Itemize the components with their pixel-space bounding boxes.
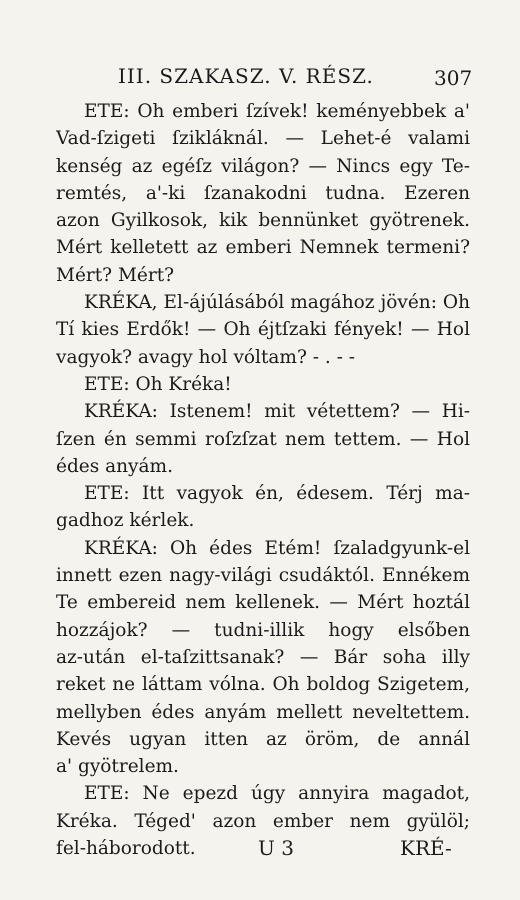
- page-number: 307: [434, 66, 473, 90]
- text-line: azon Gyilkosok, kik bennünket gyötrenek.: [56, 210, 470, 232]
- text-line: ETE: Oh emberi ſzívek! keményebbek a': [84, 101, 470, 122]
- text-line: Kréka. Téged' azon ember nem gyülöl;: [56, 810, 470, 832]
- text-line: vagyok? avagy hol vóltam? - . - -: [56, 346, 356, 368]
- printer-signature: U 3: [258, 836, 294, 860]
- text-line: reket ne láttam vólna. Oh boldog Szigetem,: [56, 674, 470, 696]
- text-line: KRÉKA, El-ájúlásából magához jövén: Oh: [84, 292, 470, 314]
- text-line: gadhoz kérlek.: [56, 510, 195, 532]
- text-line: innett ezen nagy-világi csudáktól. Ennékem: [56, 565, 470, 587]
- text-line: édes anyám.: [56, 455, 173, 477]
- running-head: III. SZAKASZ. V. RÉSZ.: [118, 64, 374, 88]
- text-line: Mért kelletett az emberi Nemnek termeni?: [56, 237, 470, 259]
- text-line: az-után el-taſzittsanak? — Bár soha illy: [56, 646, 470, 668]
- page-header: [0, 58, 520, 98]
- text-line: hozzájok? — tudni-illik hogy elsőben: [56, 619, 470, 641]
- text-line: kenség az egéſz világon? — Nincs egy Te-: [56, 155, 470, 177]
- text-line: a' gyötrelem.: [56, 756, 179, 778]
- text-line: Te embereid nem kellenek. — Mért hoztál: [56, 592, 470, 614]
- page-footer: [0, 832, 520, 868]
- text-line: KRÉKA: Istenem! mit vétettem? — Hi-: [84, 401, 470, 423]
- text-line: fel-háborodott.: [56, 838, 196, 860]
- text-line: Mért? Mért?: [56, 264, 175, 286]
- body-text: [56, 98, 470, 862]
- text-line: remtés, a'-ki ſzanakodni tudna. Ezeren: [56, 182, 470, 204]
- text-line: ETE: Itt vagyok én, édesem. Térj ma-: [84, 483, 470, 505]
- text-line: ſzen én semmi roſzſzat nem tettem. — Hol: [56, 428, 470, 450]
- catchword: KRÉ-: [400, 836, 452, 860]
- text-line: Tí kies Erdők! — Oh éjtſzaki fények! — Hol: [56, 319, 470, 341]
- text-line: Vad-ſzigeti ſzikláknál. — Lehet-é valami: [56, 128, 470, 150]
- text-line: ETE: Ne epezd úgy annyira magadot,: [84, 783, 470, 805]
- text-line: KRÉKA: Oh édes Etém! ſzaladgyunk-el: [84, 537, 470, 559]
- text-line: mellyben édes anyám mellett neveltettem.: [56, 701, 470, 723]
- text-line: ETE: Oh Kréka!: [84, 373, 232, 395]
- text-line: Kevés ugyan itten az öröm, de annál: [56, 728, 470, 750]
